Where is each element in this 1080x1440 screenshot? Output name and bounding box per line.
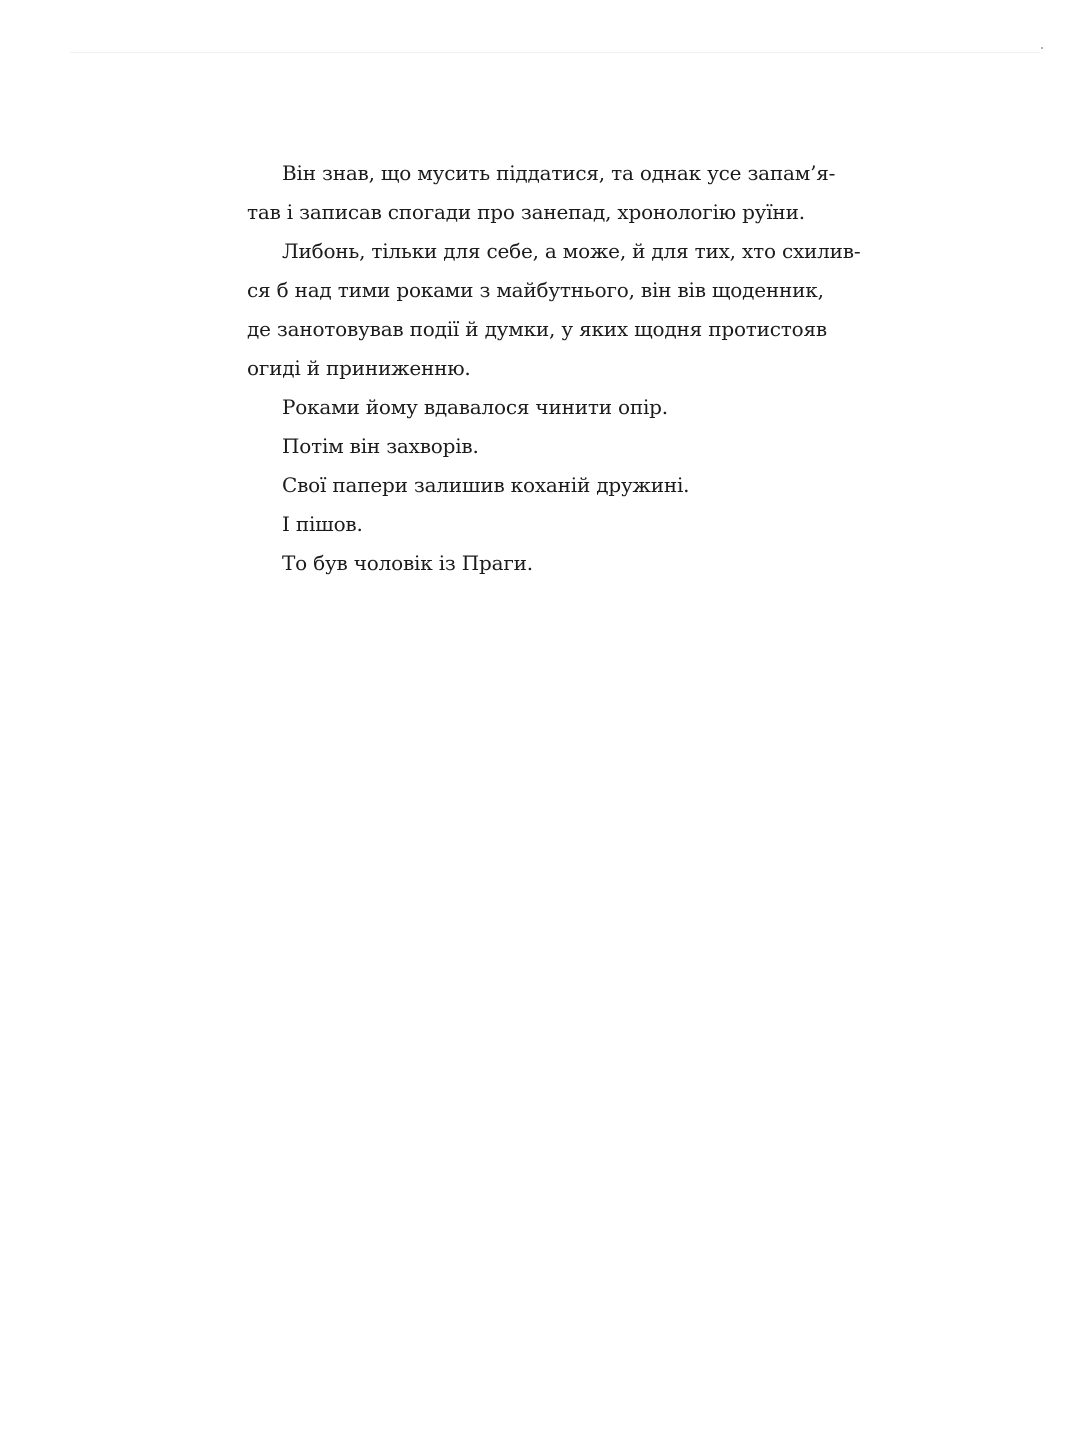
text-line: І пішов. xyxy=(282,512,363,536)
text-line: Роками йому вдавалося чинити опір. xyxy=(282,395,668,419)
text-line: де занотовував події й думки, у яких щодня протистояв xyxy=(247,317,827,341)
paragraph-4 xyxy=(247,427,937,466)
paragraph-7 xyxy=(247,544,937,583)
paragraph-1 xyxy=(247,154,937,232)
paragraph-2 xyxy=(247,232,937,388)
text-line: ся б над тими роками з майбутнього, він вів щоденник, xyxy=(247,278,824,302)
page-top-edge xyxy=(70,52,1040,53)
text-line: Він знав, що мусить піддатися, та однак усе запам’я- xyxy=(282,161,836,185)
text-line: То був чоловік із Праги. xyxy=(282,551,533,575)
text-line: огиді й приниженню. xyxy=(247,356,471,380)
text-line: Потім він захворів. xyxy=(282,434,479,458)
paragraph-6 xyxy=(247,505,937,544)
body-text xyxy=(247,154,937,583)
text-line: тав і записав спогади про занепад, хронологію руїни. xyxy=(247,200,805,224)
paragraph-5 xyxy=(247,466,937,505)
text-line: Свої папери залишив коханій дружині. xyxy=(282,473,690,497)
page-speck xyxy=(1041,47,1043,49)
paragraph-3 xyxy=(247,388,937,427)
text-line: Либонь, тільки для себе, а може, й для тих, хто схилив- xyxy=(282,239,861,263)
